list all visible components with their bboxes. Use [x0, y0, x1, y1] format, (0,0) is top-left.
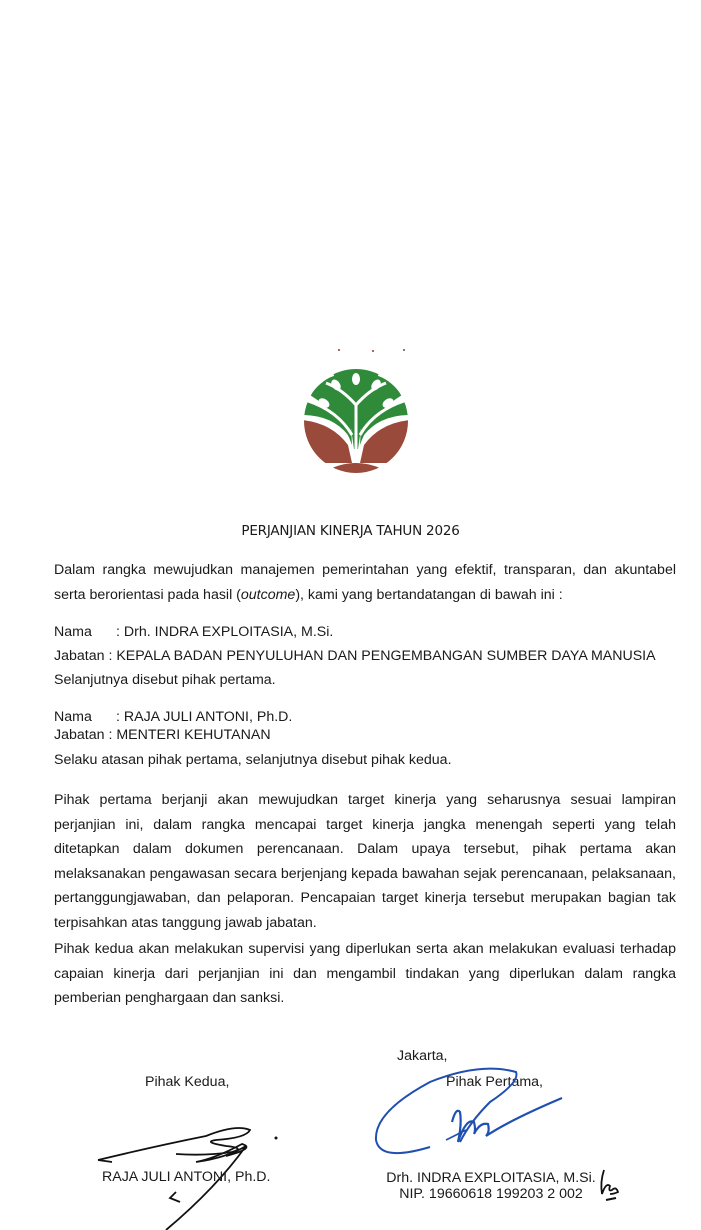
right-signatory-role: Pihak Pertama, [446, 1074, 543, 1090]
party1-jabatan-value: : KEPALA BADAN PENYULUHAN DAN PENGEMBANGAN SUMBER DAYA MANUSIA [108, 648, 656, 664]
commitment-paragraph: Pihak pertama berjanji akan mewujudkan target kinerja yang seharusnya sesuai lampiran perjanjian ini, dalam rangka mencapai target kinerja jangka menengah seperti yang telah ditetapkan dalam dokumen perencanaan. Dalam upaya tersebut, pihak pertama akan melaksanakan pengawasan secara berjenjang kepada bawahan sejak perencanaan, pelaksanaan, pertanggungjawaban, dan pelaporan. Pencapaian target kinerja tersebut merupakan bagian tak terpisahkan atas tanggung jawab jabatan. [54, 792, 676, 931]
tree-emblem-logo [302, 345, 410, 475]
right-signatory-nip: NIP. 19660618 199203 2 002 [399, 1186, 583, 1202]
left-signatory-role: Pihak Kedua, [145, 1074, 230, 1090]
party2-jabatan-label: Jabatan [54, 727, 105, 743]
party1-jabatan-row [54, 648, 656, 664]
signing-place: Jakarta, [397, 1048, 448, 1064]
intro-paragraph [54, 558, 676, 608]
party2-jabatan-row [54, 727, 271, 743]
party2-nama-label: Nama [54, 709, 92, 725]
party1-nama-label: Nama [54, 624, 92, 640]
right-handwritten-signature [370, 1062, 570, 1162]
party1-nama-row [54, 624, 333, 640]
party2-nama-value: : RAJA JULI ANTONI, Ph.D. [116, 709, 293, 725]
right-signatory-name: Drh. INDRA EXPLOITASIA, M.Si. [386, 1170, 596, 1186]
document-title: PERJANJIAN KINERJA TAHUN 2026 [241, 523, 460, 539]
initial-paraf-mark [596, 1168, 626, 1204]
party1-jabatan-label: Jabatan [54, 648, 105, 664]
party1-nama-value: : Drh. INDRA EXPLOITASIA, M.Si. [116, 624, 334, 640]
intro-text-1: Dalam rangka mewujudkan manajemen pemerintahan yang efektif, transparan, dan akuntabel serta berorientasi pada hasil ( [54, 562, 676, 603]
intro-italic: outcome [240, 587, 296, 603]
party2-jabatan-value: : MENTERI KEHUTANAN [108, 727, 271, 743]
left-signatory-name: RAJA JULI ANTONI, Ph.D. [102, 1169, 271, 1185]
party1-note: Selanjutnya disebut pihak pertama. [54, 672, 276, 688]
intro-text-2: ), kami yang bertandatangan di bawah ini : [295, 587, 563, 603]
supervision-paragraph: Pihak kedua akan melakukan supervisi yang diperlukan serta akan melakukan evaluasi terhadap capaian kinerja dari perjanjian ini dan mengambil tindakan yang diperlukan dalam rangka pemberian penghargaan dan sanksi. [54, 941, 676, 1006]
party2-note: Selaku atasan pihak pertama, selanjutnya disebut pihak kedua. [54, 752, 452, 768]
party2-nama-row [54, 709, 292, 725]
